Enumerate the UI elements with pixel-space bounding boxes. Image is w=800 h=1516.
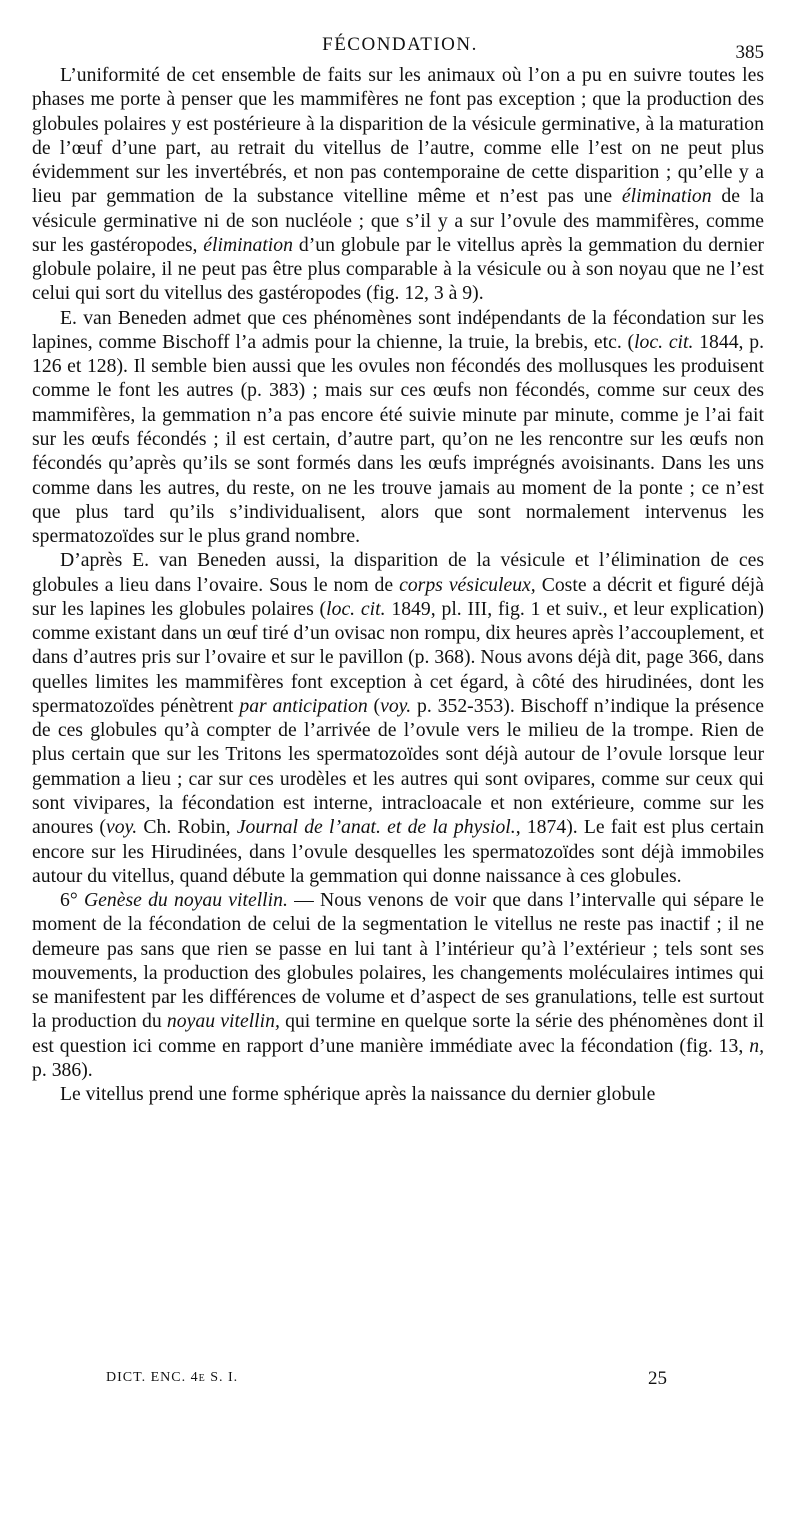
text-run: E. van Beneden admet que ces phénomènes sont indépendants de la fécondation sur les lapines, comme Bischoff l’a admis pour la chienne, la truie, la brebis, etc. ( [32,306,764,353]
italic-text: noyau vitellin, [166,1010,280,1033]
italic-text: par anticipation [239,694,368,717]
text-body [32,63,764,1106]
italic-text: Genèse du noyau vitellin. [83,889,288,912]
text-run: d’un globule par le vitellus après la gemmation du dernier globule polaire, il ne peut pas être plus comparable à la vésicule ou à son noyau que ne l’est celui qui sort du vitellus des gastéropodes (fig. 12, 3 à 9). [32,233,764,305]
text-run: L’uniformité de cet ensemble de faits sur les animaux où l’on a pu en suivre toutes les phases me porte à penser que les mammifères ne font pas exception ; que la production des globules polaires y est postérieure à la disparition de la vésicule germinative, à la maturation de l’œuf d’une part, au retrait du vitellus de l’autre, comme elle l’est on ne peut plus évidemment sur les invertébrés, et non pas contemporaine de cette disparition ; qu’elle y a lieu par gemmation de la substance vitelline même et n’est pas une [32,64,764,208]
text-run: 1844, p. 126 et 128). Il semble bien aussi que les ovules non fécondés des mollusques les produisent comme le font les autres (p. 383) ; mais sur ces œufs non fécondés, comme sur ceux des mammifères, la gemmation n’a pas encore été suivie minute par minute, comme je l’ai fait sur les œufs fécondés ; il est certain, d’autre part, qu’on ne les rencontre sur les œufs non fécondés qu’après qu’ils se sont formés dans les œufs imprégnés avoisinants. Dans les uns comme dans les autres, du reste, on ne les trouve jamais au moment de la ponte ; ce n’est que plus tard qu’ils s’individualisent, alors que sont normalement intervenus les spermatozoïdes sur le plus grand nombre. [32,330,765,548]
signature-number: 25 [648,1368,667,1389]
paragraph [32,306,764,549]
text-run: , 1874). Le fait est plus certain encore sur les Hirudinées, dans l’ovule desquelles les spermatozoïdes sont déjà immobiles autour du vitellus, quand débute la gemmation qui donne naissance à ces globules. [32,816,764,887]
italic-text: corps vésiculeux, [399,573,536,596]
italic-text: voy. [106,816,138,839]
italic-text: n, [749,1034,764,1057]
text-run: D’après E. van Beneden aussi, la disparition de la vésicule et l’élimination de ces globules a lieu dans l’ovaire. Sous le nom de [32,549,764,596]
text-run: Coste a décrit et figuré déjà sur les lapines les globules polaires ( [32,573,765,620]
text-run: de la vésicule germinative ni de son nucléole ; que s’il y a sur l’ovule des mammifères, comme sur les gastéropodes, [32,185,764,256]
text-run: ( [367,694,381,717]
text-run: 6° [60,889,84,912]
italic-text: voy. [380,694,412,717]
paragraph [32,888,764,1082]
text-run: 1849, pl. III, fig. 1 et suiv., et leur explication) comme existant dans un œuf tiré d’un ovisac non rompu, dix heures après l’accouplement, et dans d’autres pris sur l’ovaire et sur le pavillon (p. 368). Nous avons déjà dit, page 366, dans quelles limites les mammifères font exception à cet égard, à côté des hirudinées, dont les spermatozoïdes pénètrent [32,597,764,717]
paragraph [32,63,764,306]
italic-text: loc. cit. [326,597,386,620]
text-run: qui termine en quelque sorte la série des phénomènes dont il est question ici comme en rapport d’une manière immédiate avec la fécondation (fig. 13, [32,1010,764,1057]
paragraph [32,548,764,888]
text-run: Le vitellus prend une forme sphérique après la naissance du dernier globule [60,1083,656,1106]
italic-text: élimination [621,185,712,208]
text-run: p. 386). [32,1058,93,1081]
printer-signature: DICT. ENC. 4e S. I. [106,1370,239,1385]
running-head [0,28,800,63]
italic-text: Journal de l’anat. et de la physiol. [236,816,516,839]
text-run: — Nous venons de voir que dans l’intervalle qui sépare le moment de la fécondation de celui de la segmentation le vitellus ne reste pas inactif ; il ne demeure pas sans que rien se passe en lui tant à l’intérieur qu’à l’extérieur ; tels sont ses mouvements, la production des globules polaires, les changements moléculaires intimes qui se manifestent par les différences de volume et d’aspect de ses granulations, telle est surtout la production du [32,889,765,1033]
italic-text: élimination [203,233,293,256]
italic-text: loc. cit. [634,330,694,353]
paragraph [32,1082,764,1106]
running-title: FÉCONDATION. [322,34,478,55]
page-number: 385 [735,42,764,63]
footer [0,1368,800,1398]
text-run: Ch. Robin, [137,816,237,839]
text-run: p. 352-353). Bischoff n’indique la présence de ces globules qu’à compter de l’arrivée de l’ovule vers le milieu de la trompe. Rien de plus certain que sur les Tritons les spermatozoïdes sont déjà autour de l’ovule lorsque leur gemmation a lieu ; car sur ces urodèles et les autres qui sont ovipares, comme sur ceux qui sont vivipares, la fécondation est interne, intracloacale et non extérieure, comme sur les anoures ( [32,694,765,839]
